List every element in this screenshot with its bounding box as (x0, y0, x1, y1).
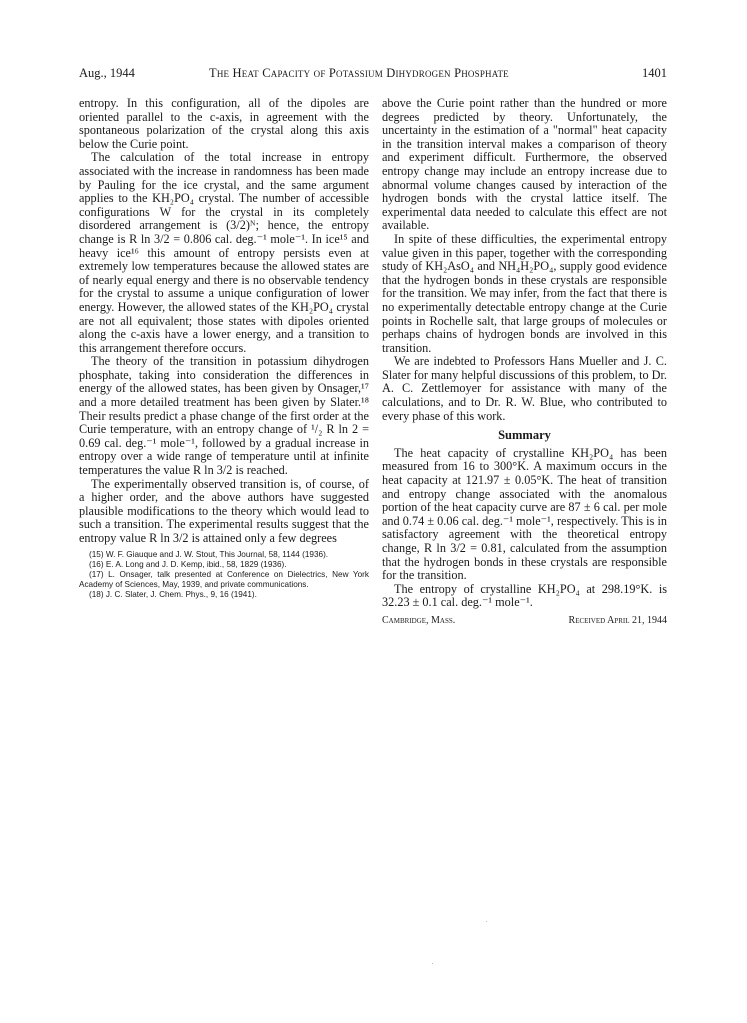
footnote: (16) E. A. Long and J. D. Kemp, ibid., 58, 1829 (1936). (89, 559, 287, 569)
summary-heading: Summary (498, 428, 551, 443)
running-title: The Heat Capacity of Potassium Dihydrogen Phosphate (209, 66, 509, 80)
acknowledgement: We are indebted to Professors Hans Mueller and J. C. Slater for many helpful discussions of this problem, to Dr. A. C. Zettlemoyer for assistance with many of the calculations, and to Dr. R. W. Blue, who contributed to every phase of this work. (382, 354, 667, 423)
summary-paragraph: The heat capacity of crystalline KH₂PO₄ has been measured from 16 to 300°K. A maximum occurs in the heat capacity at 121.97 ± 0.05°K. The heat of transition and entropy change associated with the anomalous portion of the heat capacity curve are 87 ± 6 cal. per mole and 0.74 ± 0.06 cal. deg.⁻¹ mole⁻¹, respectively. This is in satisfactory agreement with the theoretical entropy change, R ln 3/2 = 0.81, calculated from the assumption that the hydrogen bonds in these crystals are responsible for the transition. (382, 445, 667, 583)
left-column (79, 97, 369, 601)
paragraph: The calculation of the total increase in entropy associated with the increase in randomness has been made by Pauling for the ice crystal, and the same argument applies to the KH₂PO₄ crystal. The number of accessible configurations W for the crystal in its completely disordered arrangement is (3/2)ᴺ; hence, the entropy change is R ln 3/2 = 0.806 cal. deg.⁻¹ mole⁻¹. In ice¹⁵ and heavy ice¹⁶ this amount of entropy persists even at extremely low temperatures because the allowed states are of nearly equal energy and there is no observable tendency for the crystal to assume a unique configuration of lower energy. However, the allowed states of the KH₂PO₄ crystal are not all equivalent; those states with dipoles oriented along the c-axis have a lower energy, and a transition to this arrangement therefore occurs. (79, 150, 369, 355)
signoff (382, 614, 667, 628)
scan-speck (432, 963, 433, 964)
footnote: (18) J. C. Slater, J. Chem. Phys., 9, 16 (1941). (89, 590, 257, 600)
paragraph: entropy. In this configuration, all of the dipoles are oriented parallel to the c-axis, in agreement with the spontaneous polarization of the crystal along this axis below the Curie point. (79, 96, 369, 151)
issue-date: Aug., 1944 (79, 66, 135, 80)
page-number: 1401 (642, 66, 667, 80)
paragraph: above the Curie point rather than the hundred or more degrees predicted by theory. Unfortunately, the uncertainty in the estimation of a "normal" heat capacity in the transition interval makes a comparison of theory and experiment difficult. Furthermore, the observed entropy change may include an entropy increase due to abnormal volume changes caused by interaction of the hydrogen bonds with the crystal lattice itself. The experimental data needed to calculate this effect are not available. (382, 96, 667, 233)
running-header (79, 66, 667, 82)
footnote: (15) W. F. Giauque and J. W. Stout, This Journal, 58, 1144 (1936). (89, 549, 329, 559)
received-date: Received April 21, 1944 (568, 614, 667, 626)
scan-speck (486, 921, 487, 922)
affiliation-place: Cambridge, Mass. (382, 614, 456, 626)
footnotes (79, 550, 369, 601)
paragraph: The theory of the transition in potassium dihydrogen phosphate, taking into consideration the differences in energy of the allowed states, has been given by Onsager,¹⁷ and a more detailed treatment has been given by Slater.¹⁸ Their results predict a phase change of the first order at the Curie temperature, with an entropy change of ¹/₂ R ln 2 = 0.69 cal. deg.⁻¹ mole⁻¹, followed by a gradual increase in entropy over a wide range of temperature until at infinite temperatures the value R ln 3/2 is reached. (79, 354, 369, 478)
right-column (382, 97, 667, 628)
paragraph: The experimentally observed transition is, of course, of a higher order, and the above authors have suggested plausible modifications to the theory which would lead to such a transition. The experimental results suggest that the entropy value R ln 3/2 is attained only a few degrees (79, 476, 369, 545)
footnote: (17) L. Onsager, talk presented at Conference on Dielectrics, New York Academy of Sciences, May, 1939, and private communications. (79, 570, 369, 590)
summary-paragraph: The entropy of crystalline KH₂PO₄ at 298.19°K. is 32.23 ± 0.1 cal. deg.⁻¹ mole⁻¹. (382, 581, 667, 610)
paragraph: In spite of these difficulties, the experimental entropy value given in this paper, together with the corresponding study of KH₂AsO₄ and NH₄H₂PO₄, supply good evidence that the hydrogen bonds in these crystals are responsible for the transition. We may infer, from the fact that there is no experimentally detectable entropy change at the Curie points in Rochelle salt, that large groups of molecules or perhaps chains of hydrogen bonds are involved in this transition. (382, 231, 667, 355)
